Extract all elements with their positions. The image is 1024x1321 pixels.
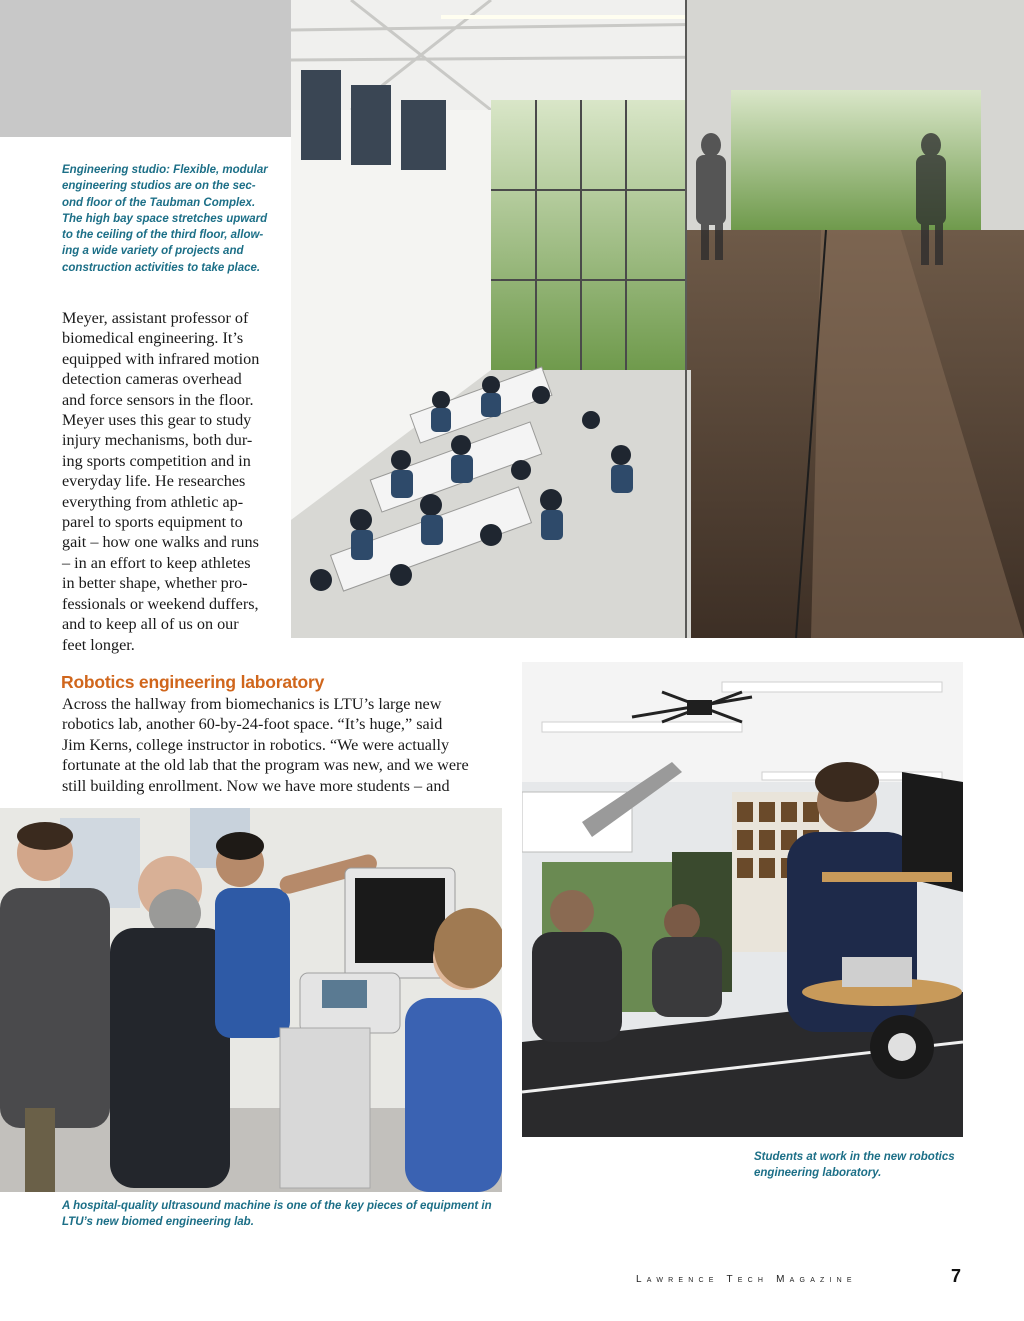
studio-photo-illustration bbox=[291, 0, 1024, 638]
studio-photo-caption bbox=[62, 162, 287, 276]
caption-line: LTU’s new biomed engineering lab. bbox=[62, 1216, 254, 1229]
paragraph-line: gait – how one walks and runs bbox=[62, 533, 259, 552]
paragraph-line: Meyer uses this gear to study bbox=[62, 411, 252, 430]
robotics-photo-caption bbox=[754, 1149, 974, 1182]
caption-line: engineering studios are on the sec- bbox=[62, 180, 256, 193]
caption-line: A hospital-quality ultrasound machine is one of the key pieces of equipment in bbox=[62, 1200, 492, 1212]
paragraph-line: Meyer, assistant professor of bbox=[62, 309, 249, 327]
paragraph-line: feet longer. bbox=[62, 635, 135, 654]
paragraph-line: parel to sports equipment to bbox=[62, 513, 243, 532]
paragraph-line: fessionals or weekend duffers, bbox=[62, 594, 259, 613]
robotics-lab-heading: Robotics engineering laboratory bbox=[61, 672, 325, 692]
caption-line: Engineering studio: Flexible, modular bbox=[62, 164, 268, 176]
caption-line: ond floor of the Taubman Complex. bbox=[62, 196, 256, 209]
paragraph-line: biomedical engineering. It’s bbox=[62, 329, 244, 348]
paragraph-line: robotics lab, another 60-by-24-foot space. “It’s huge,” said bbox=[62, 715, 443, 734]
paragraph-line: still building enrollment. Now we have more students – and bbox=[62, 776, 450, 795]
caption-line: construction activities to take place. bbox=[62, 261, 261, 274]
page-number: 7 bbox=[951, 1266, 962, 1286]
paragraph-line: everyday life. He researches bbox=[62, 472, 246, 491]
engineering-studio-photo bbox=[291, 0, 1024, 638]
paragraph-line: fortunate at the old lab that the program was new, and we were bbox=[62, 756, 469, 775]
paragraph-line: equipped with infrared motion bbox=[62, 349, 260, 368]
robotics-photo-illustration bbox=[522, 662, 963, 1137]
caption-line: Students at work in the new robotics bbox=[754, 1151, 955, 1163]
paragraph-line: Across the hallway from biomechanics is LTU’s large new bbox=[62, 695, 442, 713]
robotics-paragraph bbox=[62, 694, 512, 796]
meyer-paragraph bbox=[62, 308, 287, 655]
caption-line: engineering laboratory. bbox=[754, 1167, 882, 1180]
caption-line: to the ceiling of the third floor, allow- bbox=[62, 229, 264, 242]
ultrasound-photo-illustration bbox=[0, 808, 502, 1192]
paragraph-line: and force sensors in the floor. bbox=[62, 390, 254, 409]
gray-header-block bbox=[0, 0, 291, 137]
paragraph-line: – in an effort to keep athletes bbox=[62, 553, 251, 572]
ultrasound-photo-caption bbox=[62, 1198, 512, 1231]
caption-line: ing a wide variety of projects and bbox=[62, 245, 244, 258]
robotics-lab-photo bbox=[522, 662, 963, 1137]
magazine-footer-title: Lawrence Tech Magazine bbox=[636, 1274, 857, 1285]
paragraph-line: ing sports competition and in bbox=[62, 451, 251, 470]
paragraph-line: injury mechanisms, both dur- bbox=[62, 431, 253, 450]
caption-line: The high bay space stretches upward bbox=[62, 212, 268, 225]
ultrasound-lab-photo bbox=[0, 808, 502, 1192]
paragraph-line: in better shape, whether pro- bbox=[62, 574, 248, 593]
paragraph-line: detection cameras overhead bbox=[62, 370, 242, 389]
paragraph-line: everything from athletic ap- bbox=[62, 492, 244, 511]
paragraph-line: Jim Kerns, college instructor in robotics. “We were actually bbox=[62, 735, 450, 754]
paragraph-line: and to keep all of us on our bbox=[62, 615, 239, 634]
